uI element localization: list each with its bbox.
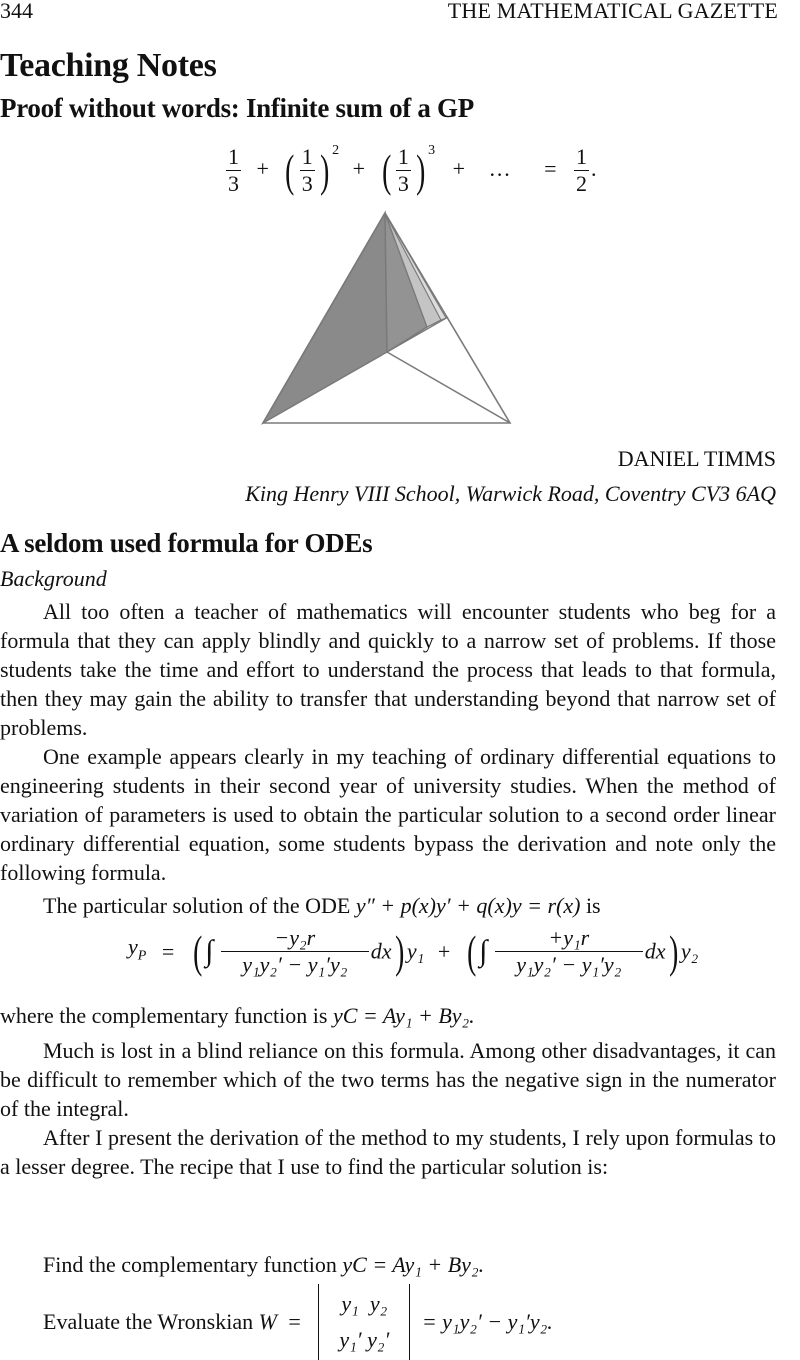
journal-title: THE MATHEMATICAL GAZETTE: [447, 0, 778, 23]
author-name: DANIEL TIMMS: [617, 446, 776, 471]
subheading-background: Background: [0, 566, 107, 591]
gp-sum-equation: $\frac{1}{3}$ + ( $\frac{1}{3}$ ) $^2$ + ( $\frac{1}{3}$ ) $^3$ + … = $\frac{1}{2}$ .: [228, 143, 597, 197]
fraction-result: $\frac{1}{2}$: [576, 144, 587, 197]
ode-statement: The particular solution of the ODE y″ + p(x)y′ + q(x)y = r(x) is: [43, 893, 601, 918]
paragraph-1: All too often a teacher of mathematics will encounter students who beg for a formula that they can apply blindly and quickly to a narrow set of problems. If those students take the time and effort to understand the process that leads to that formula, then they may gain the ability to transfer that understanding beyond that narrow set of problems.: [0, 599, 776, 740]
fraction-term2: $\frac{1}{3}$: [301, 144, 313, 197]
fraction-term3: $\frac{1}{3}$: [397, 144, 409, 197]
proof-triangle-figure: [0, 0, 800, 440]
paragraph-3: Much is lost in a blind reliance on this formula. Among other disadvantages, it can be difficult to remember which of the two terms has the negative sign in the numerator of the integral.: [0, 1038, 776, 1121]
author-affiliation: King Henry VIII School, Warwick Road, Coventry CV3 6AQ: [245, 481, 776, 506]
paragraph-2: One example appears clearly in my teaching of ordinary differential equations to engineering students in their second year of university studies. When the method of variation of parameters is used to obtain the particular solution to a second order linear ordinary differential equation, some students bypass the derivation and note only the following formula.: [0, 744, 776, 885]
page-number: 344: [0, 0, 33, 23]
recipe-step-2: Evaluate the Wronskian W = y₁ y₂ y₁′ y₂′ = y₁y₂′ − y₁′y₂.: [43, 1284, 553, 1360]
fraction-term1: $\frac{1}{3}$: [228, 144, 239, 197]
particular-solution-formula: $y_P$ = ( ∫ $\frac{\text{−y₂r}}{\text{y₁y₂′ − y₁′y₂}}$ dx) y₁ + ( ∫ $\frac{\text{+y₁r}}{\text{y₁y₂′ − y₁′y₂}}$ dx) y₂: [128, 925, 699, 977]
wronskian-matrix: y₁ y₂ y₁′ y₂′: [318, 1284, 410, 1360]
paragraph-4: After I present the derivation of the method to my students, I rely upon formulas to a lesser degree. The recipe that I use to find the particular solution is:: [0, 1125, 776, 1179]
section-title: Teaching Notes: [0, 47, 217, 84]
recipe-step-1: Find the complementary function yC = Ay₁ + By₂.: [43, 1252, 485, 1277]
note2-title: A seldom used formula for ODEs: [0, 528, 373, 558]
ode-equation: y″ + p(x)y′ + q(x)y = r(x): [355, 893, 581, 918]
note1-title: Proof without words: Infinite sum of a GP: [0, 93, 474, 123]
complementary-function-line: where the complementary function is yC = Ay₁ + By₂.: [0, 1003, 475, 1028]
